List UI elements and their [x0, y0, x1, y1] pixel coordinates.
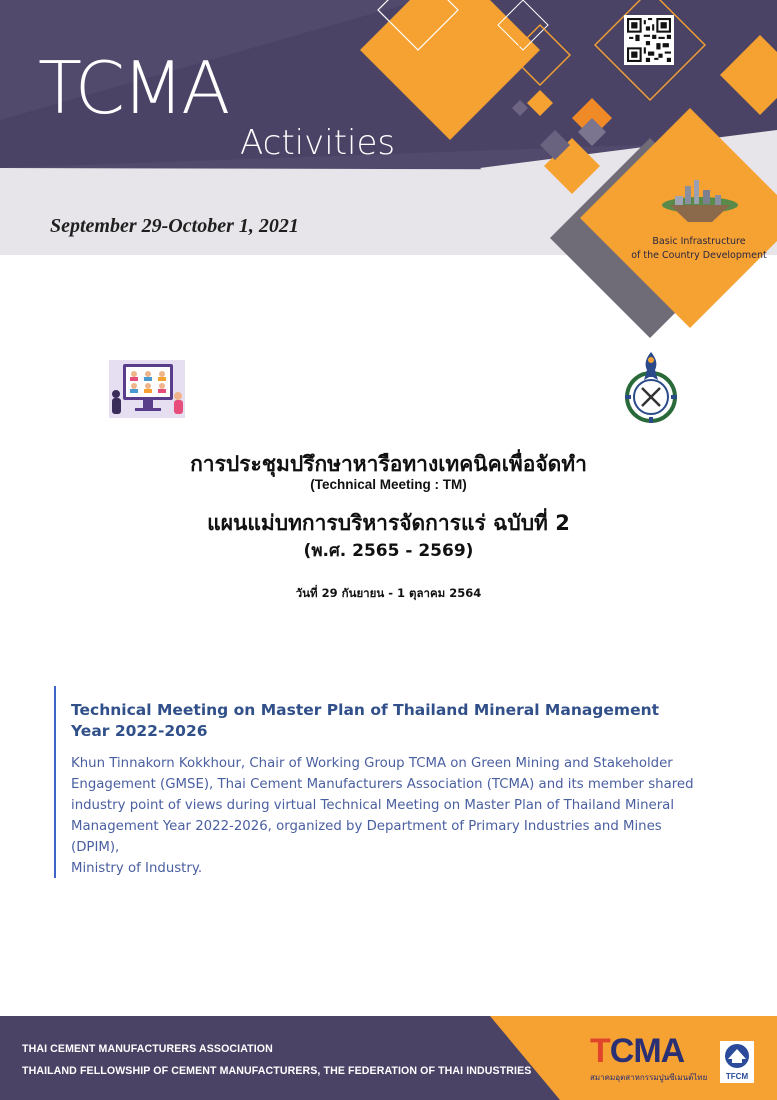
badge-caption-line-1: Basic Infrastructure — [652, 236, 746, 247]
article-body-line: Khun Tinnakorn Kokkhour, Chair of Working Group TCMA on Green Mining and Stakeholder — [71, 756, 673, 771]
tfcm-logo-label: TFCM — [725, 1072, 749, 1081]
article-body-line: Engagement (GMSE), Thai Cement Manufacturers Association (TCMA) and its member shared — [71, 777, 694, 792]
dpim-emblem-icon — [620, 350, 682, 428]
newsletter-subtitle: Activities — [240, 123, 396, 163]
article-body-line: Management Year 2022-2026, organized by Department of Primary Industries and Mines (DPIM), — [71, 819, 662, 855]
article-body — [71, 753, 714, 879]
article-title-line: Year 2022-2026 — [71, 722, 208, 740]
footer-fellowship-name: THAILAND FELLOWSHIP OF CEMENT MANUFACTURERS, THE FEDERATION OF THAI INDUSTRIES — [22, 1065, 532, 1077]
newsletter-title: TCMA — [38, 46, 228, 130]
tcma-logo-letters: CMA — [609, 1032, 685, 1070]
footer-association-name: THAI CEMENT MANUFACTURERS ASSOCIATION — [22, 1043, 273, 1055]
thai-plan-title: แผนแม่บทการบริหารจัดการแร่ ฉบับที่ 2 — [207, 511, 570, 535]
article-title-line: Technical Meeting on Master Plan of Thailand Mineral Management — [71, 701, 660, 719]
qr-code-icon[interactable] — [624, 15, 674, 65]
meeting-type-english: (Technical Meeting : TM) — [310, 477, 467, 492]
article-body-line: industry point of views during virtual Technical Meeting on Master Plan of Thailand Mineral — [71, 798, 675, 813]
article-title — [71, 686, 714, 742]
article-section — [54, 686, 714, 878]
issue-date: September 29-October 1, 2021 — [50, 215, 299, 237]
tcma-logo-thai-name: สมาคมอุตสาหกรรมปูนซีเมนต์ไทย — [590, 1073, 708, 1082]
article-body-line: Ministry of Industry. — [71, 861, 203, 876]
badge-caption-line-2: of the Country Development — [631, 250, 767, 261]
thai-plan-years: (พ.ศ. 2565 - 2569) — [303, 541, 474, 561]
tcma-logo-letter: T — [590, 1032, 610, 1070]
video-conference-icon — [109, 360, 185, 418]
tfcm-logo-icon[interactable] — [720, 1041, 754, 1083]
thai-meeting-date: วันที่ 29 กันยายน - 1 ตุลาคม 2564 — [295, 586, 482, 600]
thai-meeting-title: การประชุมปรึกษาหารือทางเทคนิคเพื่อจัดทำ — [190, 452, 587, 476]
tcma-logo[interactable] — [590, 1034, 684, 1068]
